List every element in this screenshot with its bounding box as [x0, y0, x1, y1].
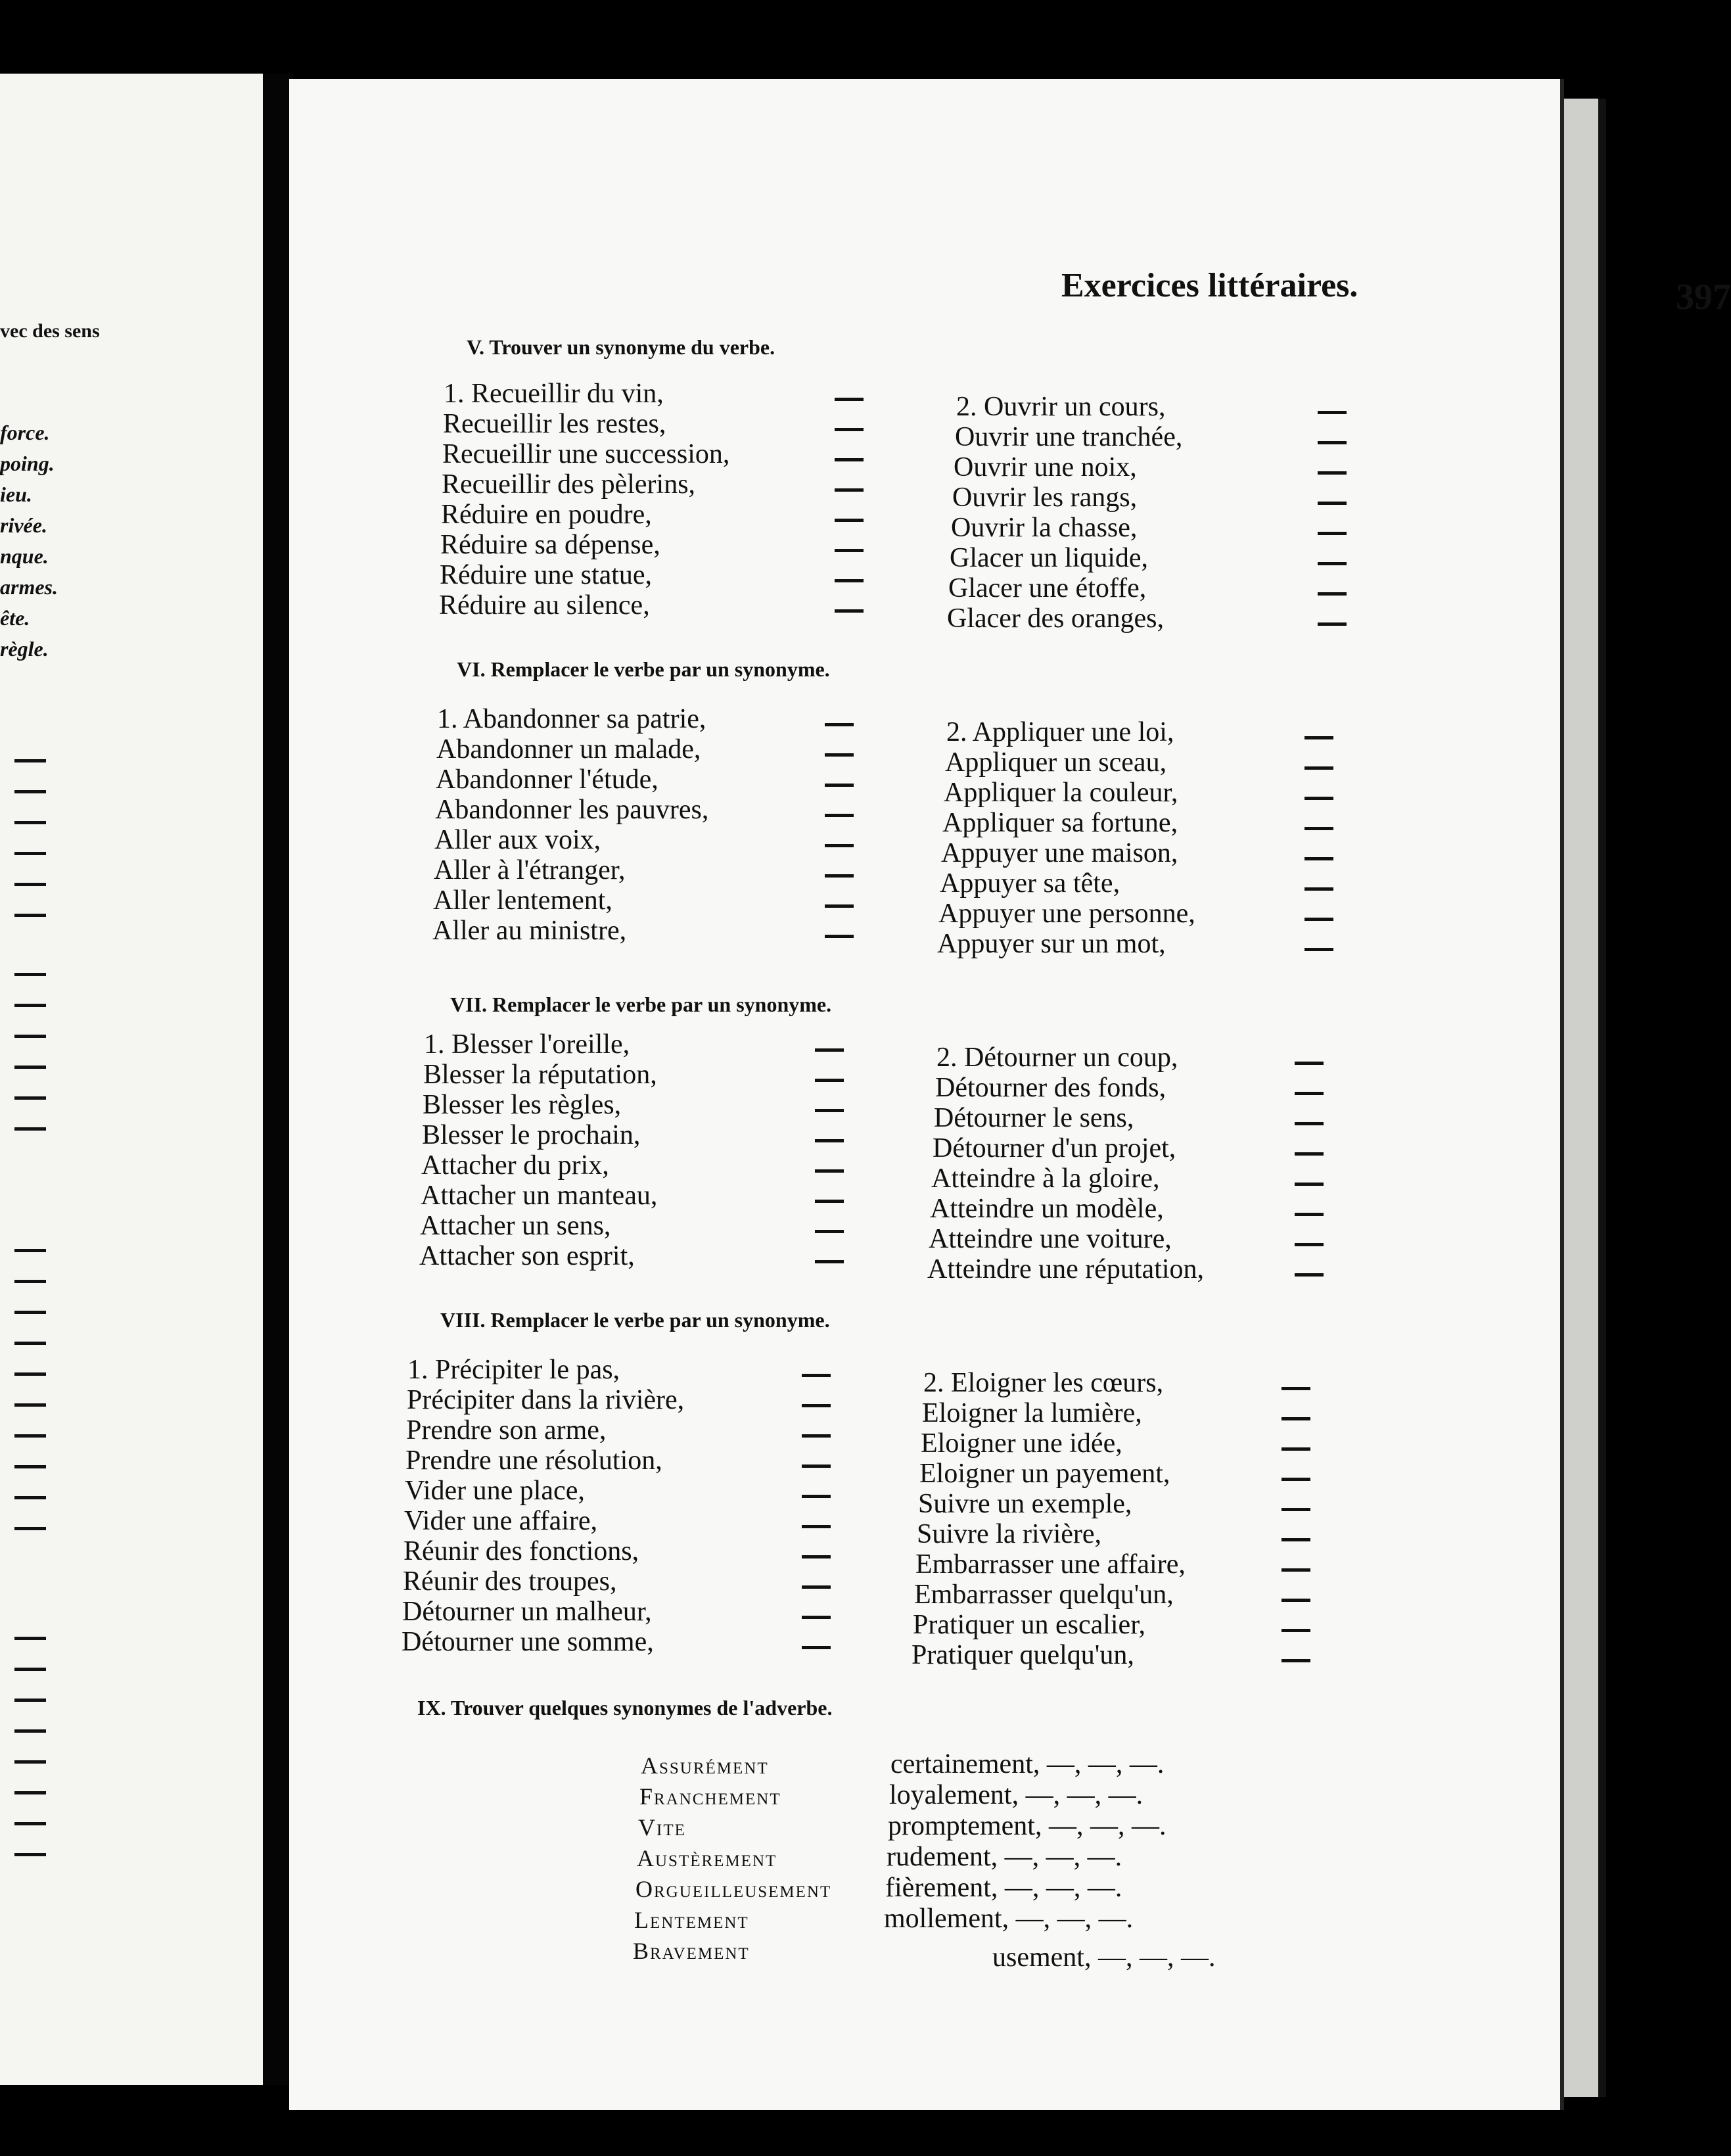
right-page: [289, 79, 1731, 2110]
exercise-item: Ouvrir une noix,: [954, 452, 1137, 482]
exercise-item: Attacher un sens,: [420, 1211, 611, 1241]
exercise-item: Attacher son esprit,: [419, 1241, 635, 1271]
answer-blank: [825, 784, 854, 787]
left-page-header: vec des sens: [0, 320, 100, 342]
answer-blank: [1304, 857, 1333, 860]
exercise-item: Prendre son arme,: [406, 1415, 607, 1445]
answer-blank: [1304, 736, 1333, 739]
exercise-item: Ouvrir la chasse,: [951, 513, 1138, 543]
exercise-item: Eloigner la lumière,: [922, 1398, 1142, 1428]
exercise-item: Eloigner une idée,: [921, 1428, 1122, 1459]
answer-blank: [1304, 887, 1333, 891]
answer-blank: [835, 609, 864, 613]
adverb-synonyms: certainement, —, —, —.: [890, 1749, 1165, 1779]
exercise-item: Glacer un liquide,: [950, 543, 1149, 573]
answer-blank: [802, 1374, 831, 1377]
adverb-synonyms: mollement, —, —, —.: [884, 1904, 1134, 1934]
exercise-item: Précipiter dans la rivière,: [407, 1385, 685, 1415]
left-page-line: ieu.: [0, 482, 32, 506]
exercise-item: Appuyer une maison,: [941, 838, 1178, 868]
answer-blank: [825, 874, 854, 878]
exercise-item: Suivre un exemple,: [918, 1489, 1132, 1519]
exercise-item: Blesser le prochain,: [422, 1120, 641, 1150]
answer-blank: [802, 1434, 831, 1438]
answer-blank: [825, 723, 854, 726]
answer-blank: [1295, 1213, 1324, 1216]
exercise-item: Pratiquer quelqu'un,: [912, 1640, 1134, 1670]
exercise-item: Aller aux voix,: [434, 825, 601, 855]
answer-blank: [835, 579, 864, 582]
answer-blank: [835, 398, 864, 401]
exercise-item: Glacer des oranges,: [947, 603, 1165, 634]
left-page-line: règle.: [0, 637, 49, 661]
exercise-item: Suivre la rivière,: [917, 1519, 1102, 1549]
adverb: Lentement: [634, 1907, 749, 1933]
answer-blank: [1318, 532, 1347, 535]
exercise-item: Détourner un malheur,: [402, 1597, 652, 1627]
left-page-dash: [14, 1372, 46, 1376]
left-page-dash: [14, 852, 46, 855]
left-page-dash: [14, 790, 46, 793]
exercise-item: Vider une affaire,: [404, 1506, 598, 1536]
exercise-item: Blesser la réputation,: [423, 1060, 657, 1090]
left-page-dash: [14, 1729, 46, 1733]
left-page-dash: [14, 1465, 46, 1468]
exercise-item: 1. Précipiter le pas,: [407, 1355, 620, 1385]
left-page-dash: [14, 1280, 46, 1283]
left-page-line: poing.: [0, 452, 55, 475]
exercise-item: Pratiquer un escalier,: [913, 1610, 1146, 1640]
exercise-item: Réduire une statue,: [440, 560, 653, 590]
answer-blank: [1295, 1273, 1324, 1277]
exercise-item: 2. Détourner un coup,: [936, 1043, 1178, 1073]
exercise-item: Appliquer la couleur,: [944, 778, 1178, 808]
answer-blank: [835, 519, 864, 522]
answer-blank: [1281, 1568, 1310, 1572]
answer-blank: [802, 1404, 831, 1407]
answer-blank: [825, 814, 854, 817]
left-page-dash: [14, 1853, 46, 1856]
answer-blank: [1281, 1417, 1310, 1420]
left-page-dash: [14, 1311, 46, 1314]
exercise-item: Prendre une résolution,: [405, 1445, 662, 1476]
left-page-line: rivée.: [0, 513, 47, 537]
adverb-synonyms: fièrement, —, —, —.: [885, 1873, 1122, 1903]
answer-blank: [1281, 1508, 1310, 1511]
answer-blank: [802, 1465, 831, 1468]
exercise-item: Recueillir des pèlerins,: [442, 469, 696, 500]
exercise-item: Ouvrir une tranchée,: [955, 422, 1183, 452]
left-page-dash: [14, 1096, 46, 1100]
left-page-dash: [14, 1403, 46, 1407]
answer-blank: [825, 753, 854, 757]
answer-blank: [1304, 797, 1333, 800]
answer-blank: [1295, 1092, 1324, 1095]
exercise-item: Glacer une étoffe,: [948, 573, 1147, 603]
left-page-line: armes.: [0, 575, 58, 599]
answer-blank: [835, 428, 864, 431]
left-page-dash: [14, 1637, 46, 1640]
answer-blank: [1281, 1659, 1310, 1662]
adverb-synonyms: loyalement, —, —, —.: [889, 1780, 1143, 1810]
answer-blank: [825, 844, 854, 847]
answer-blank: [815, 1169, 844, 1173]
exercise-item: Aller au ministre,: [432, 916, 627, 946]
left-page-dash: [14, 821, 46, 824]
answer-blank: [1318, 592, 1347, 596]
left-page-line: nque.: [0, 544, 49, 568]
left-page-dash: [14, 1434, 46, 1438]
answer-blank: [802, 1616, 831, 1619]
exercise-item: Appliquer un sceau,: [945, 747, 1167, 778]
answer-blank: [835, 458, 864, 461]
adverb: Vite: [638, 1814, 686, 1840]
left-page-dash: [14, 1668, 46, 1671]
answer-blank: [1318, 622, 1347, 626]
left-page-dash: [14, 1760, 46, 1764]
exercise-item: Atteindre une voiture,: [929, 1224, 1172, 1254]
answer-blank: [802, 1525, 831, 1528]
page-edge-shadow: [1598, 99, 1606, 2097]
answer-blank: [1318, 441, 1347, 444]
left-page-dash: [14, 1249, 46, 1252]
answer-blank: [815, 1139, 844, 1142]
exercise-item: Embarrasser quelqu'un,: [914, 1580, 1174, 1610]
section-viii-title: VIII. Remplacer le verbe par un synonyme.: [440, 1308, 830, 1332]
answer-blank: [1318, 411, 1347, 414]
exercise-item: Embarrasser une affaire,: [915, 1549, 1186, 1580]
exercise-item: Détourner une somme,: [402, 1627, 654, 1657]
left-page-dash: [14, 1527, 46, 1530]
exercise-item: Eloigner un payement,: [919, 1459, 1170, 1489]
exercise-item: Appliquer sa fortune,: [942, 808, 1178, 838]
answer-blank: [1281, 1387, 1310, 1390]
answer-blank: [815, 1079, 844, 1082]
adverb: Austèrement: [637, 1845, 777, 1871]
answer-blank: [815, 1260, 844, 1263]
exercise-item: Aller lentement,: [433, 885, 612, 916]
exercise-item: Ouvrir les rangs,: [952, 482, 1138, 513]
exercise-item: Abandonner un malade,: [436, 734, 701, 764]
left-page-dash: [14, 1127, 46, 1131]
answer-blank: [1304, 918, 1333, 921]
exercise-item: 2. Eloigner les cœurs,: [923, 1368, 1164, 1398]
answer-blank: [835, 488, 864, 492]
left-page-dash: [14, 1035, 46, 1038]
exercise-item: Recueillir une succession,: [442, 439, 730, 469]
exercise-item: Réduire au silence,: [439, 590, 650, 621]
answer-blank: [1318, 562, 1347, 565]
exercise-item: Appuyer sa tête,: [940, 868, 1120, 899]
exercise-item: 1. Blesser l'oreille,: [424, 1029, 630, 1060]
exercise-item: Appuyer une personne,: [938, 899, 1195, 929]
answer-blank: [815, 1048, 844, 1052]
answer-blank: [815, 1200, 844, 1203]
left-page-dash: [14, 883, 46, 886]
exercise-item: Détourner d'un projet,: [933, 1133, 1176, 1163]
exercise-item: Atteindre à la gloire,: [931, 1163, 1160, 1194]
answer-blank: [1281, 1599, 1310, 1602]
left-page-line: ête.: [0, 606, 30, 630]
section-ix-title: IX. Trouver quelques synonymes de l'adverbe.: [417, 1696, 833, 1720]
adverb-synonyms: rudement, —, —, —.: [887, 1842, 1122, 1872]
left-page-dash: [14, 1822, 46, 1825]
left-page-dash: [14, 914, 46, 917]
adverb: Franchement: [639, 1783, 781, 1810]
section-v-title: V. Trouver un synonyme du verbe.: [467, 335, 775, 359]
adverb: Orgueilleusement: [635, 1876, 832, 1902]
exercise-item: Réduire en poudre,: [441, 500, 652, 530]
answer-blank: [815, 1230, 844, 1233]
exercise-item: Atteindre un modèle,: [930, 1194, 1164, 1224]
left-page-dash: [14, 1496, 46, 1499]
adverb-synonyms: usement, —, —, —.: [992, 1942, 1216, 1973]
exercise-item: Vider une place,: [405, 1476, 585, 1506]
answer-blank: [1304, 827, 1333, 830]
answer-blank: [1295, 1243, 1324, 1246]
answer-blank: [1318, 471, 1347, 475]
exercise-item: Appuyer sur un mot,: [937, 929, 1166, 959]
answer-blank: [802, 1555, 831, 1558]
exercise-item: Réunir des fonctions,: [404, 1536, 639, 1566]
answer-blank: [1281, 1447, 1310, 1451]
left-page-dash: [14, 973, 46, 976]
exercise-item: Réduire sa dépense,: [440, 530, 660, 560]
exercise-item: Atteindre une réputation,: [927, 1254, 1205, 1284]
answer-blank: [1295, 1152, 1324, 1156]
adverb: Assurément: [641, 1752, 769, 1779]
answer-blank: [815, 1109, 844, 1112]
left-page-dash: [14, 1342, 46, 1345]
exercise-item: Réunir des troupes,: [403, 1566, 617, 1597]
left-page-dash: [14, 1699, 46, 1702]
page-number: 397: [1676, 277, 1731, 317]
answer-blank: [835, 549, 864, 552]
answer-blank: [1304, 766, 1333, 770]
page-title: Exercices littéraires.: [1061, 267, 1358, 304]
exercise-item: Attacher du prix,: [421, 1150, 609, 1181]
page-edge: [1564, 99, 1598, 2097]
left-page: [0, 74, 263, 2085]
exercise-item: 2. Ouvrir un cours,: [956, 392, 1166, 422]
exercise-item: Abandonner l'étude,: [436, 764, 658, 795]
exercise-item: Abandonner les pauvres,: [435, 795, 709, 825]
answer-blank: [1281, 1478, 1310, 1481]
answer-blank: [825, 935, 854, 938]
answer-blank: [1281, 1629, 1310, 1632]
answer-blank: [1295, 1183, 1324, 1186]
exercise-item: Attacher un manteau,: [421, 1181, 658, 1211]
answer-blank: [1318, 502, 1347, 505]
answer-blank: [825, 904, 854, 908]
exercise-item: Détourner des fonds,: [935, 1073, 1166, 1103]
left-page-dash: [14, 759, 46, 762]
exercise-item: 2. Appliquer une loi,: [946, 717, 1174, 747]
section-vii-title: VII. Remplacer le verbe par un synonyme.: [450, 993, 832, 1016]
exercise-item: Détourner le sens,: [934, 1103, 1134, 1133]
answer-blank: [1281, 1538, 1310, 1541]
left-page-dash: [14, 1066, 46, 1069]
answer-blank: [1304, 948, 1333, 951]
left-page-line: force.: [0, 421, 50, 444]
exercise-item: Blesser les règles,: [423, 1090, 622, 1120]
adverb-synonyms: promptement, —, —, —.: [888, 1811, 1166, 1841]
answer-blank: [1295, 1062, 1324, 1065]
exercise-item: 1. Recueillir du vin,: [444, 379, 664, 409]
section-vi-title: VI. Remplacer le verbe par un synonyme.: [457, 657, 830, 681]
left-page-dash: [14, 1004, 46, 1007]
answer-blank: [802, 1585, 831, 1589]
exercise-item: Aller à l'étranger,: [434, 855, 626, 885]
exercise-item: 1. Abandonner sa patrie,: [437, 704, 706, 734]
answer-blank: [802, 1646, 831, 1649]
adverb: Bravement: [633, 1938, 750, 1964]
answer-blank: [802, 1495, 831, 1498]
left-page-dash: [14, 1791, 46, 1794]
answer-blank: [1295, 1122, 1324, 1125]
exercise-item: Recueillir les restes,: [443, 409, 666, 439]
